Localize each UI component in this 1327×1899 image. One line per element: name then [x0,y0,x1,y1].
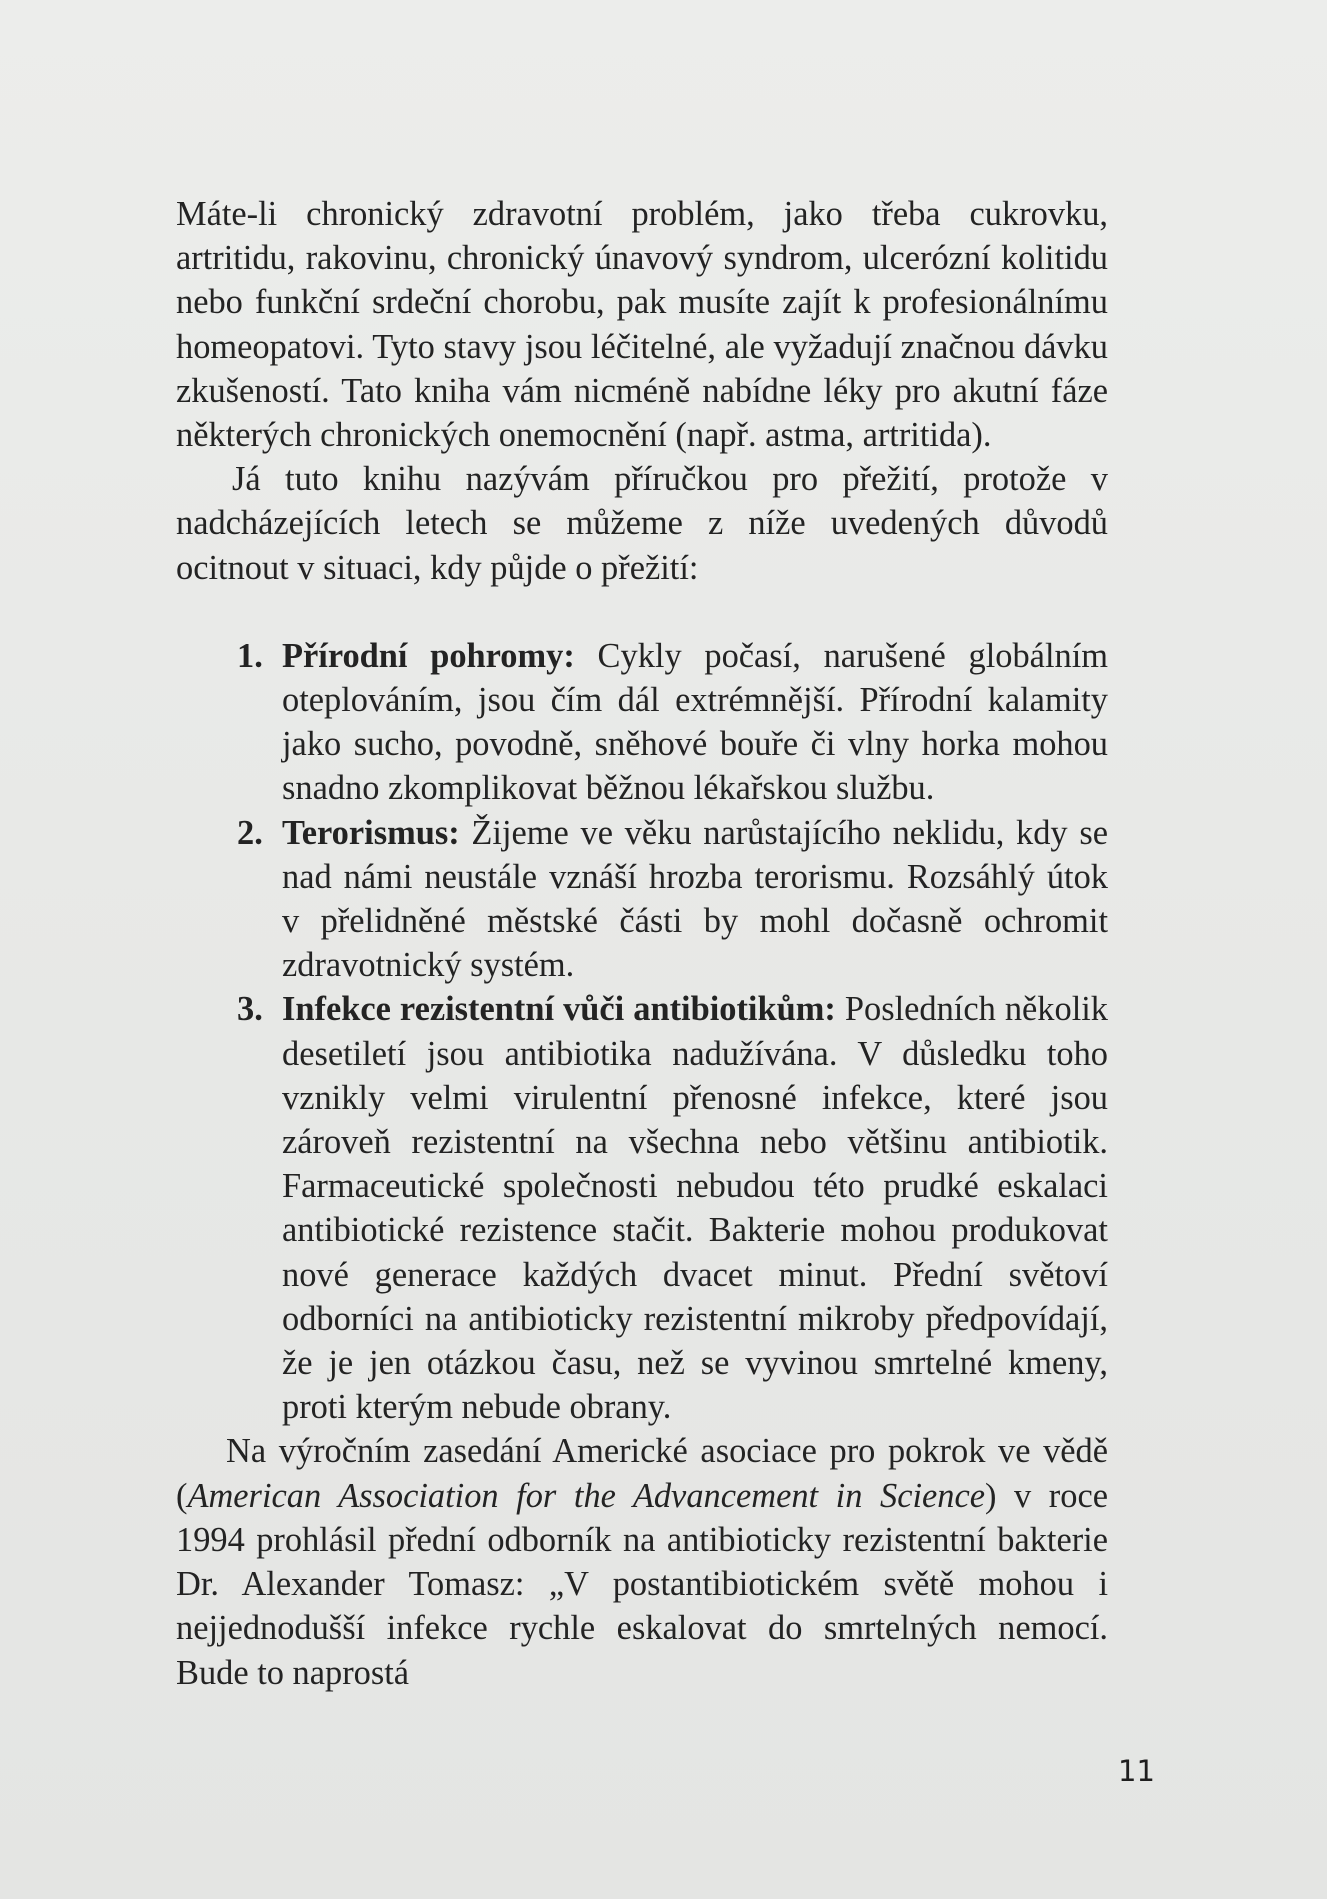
reason-term: Infekce rezistentní vůči antibiotikům: [282,990,836,1029]
reason-item-terrorism [237,811,1108,988]
paragraph-chronic-problems: Máte-li chronický zdravotní problém, jako třeba cukrovku, artritidu, rakovinu, chronický únavový syndrom, ulcerózní kolitidu nebo funkční srdeční chorobu, pak musíte zajít k profesionálnímu homeopatovi. Tyto stavy jsou léčitelné, ale vyžadují značnou dávku zkušeností. Tato kniha vám nicméně nabídne léky pro akutní fáze některých chronických onemocnění (např. astma, artritida). [176,195,1108,455]
reason-text: Posledních několik desetiletí jsou antibiotika nadužívána. V důsledku toho vznikly velmi virulentní přenosné infekce, které jsou zároveň rezistentní na všechna nebo většinu antibiotik. Farmaceutické společnosti nebudou této prudké eskalaci antibiotické rezistence stačit. Bakterie mohou produkovat nové generace každých dvacet minut. Přední světoví odborníci na antibioticky rezistentní mikroby předpovídají, že je jen otázkou času, než se vyvinou smrtelné kmeny, proti kterým nebude obrany. [282,990,1109,1427]
page-body [176,192,1108,1695]
reason-number: 1. [237,636,263,675]
paragraph-tomasz-quote [176,1429,1108,1694]
reason-term: Přírodní pohromy: [282,636,575,675]
reason-number: 3. [237,990,263,1029]
reason-text: Žijeme ve věku narůstajícího neklidu, kdy se nad námi neustále vznáší hrozba terorismu. Rozsáhlý útok v přelidněné městské části by mohl dočasně ochromit zdravotnický systém. [282,813,1108,985]
reason-text: Cykly počasí, narušené globálním oteplováním, jsou čím dál extrémnější. Přírodní kalamity jako sucho, povodně, sněhové bouře či vlny horka mohou snadno zkomplikovat běžnou lékařskou službu. [282,636,1108,808]
paragraph-survival-guide: Já tuto knihu nazývám příručkou pro přežití, protože v nadcházejících letech se můžeme z níže uvedených důvodů ocitnout v situaci, kdy půjde o přežití: [176,460,1108,587]
reason-item-natural-disasters [237,634,1108,811]
reasons-list [176,634,1108,1430]
reason-number: 2. [237,813,263,852]
quote-text: ) v roce 1994 prohlásil přední odborník na antibioticky rezistentní bakterie Dr. Alexander Tomasz: „V postantibiotickém světě mohou i nejjednodušší infekce rychle eskalovat do smrtelných nemocí. Bude to naprostá [176,1476,1108,1692]
reason-item-antibiotic-resistance [237,987,1109,1429]
reason-term: Terorismus: [282,813,460,852]
page-number: 11 [1118,1754,1155,1788]
association-name: American Association for the Advancement in Science [187,1476,985,1515]
quote-intro: Na výročním zasedání Americké asociace pro pokrok ve vědě ( [176,1432,1108,1515]
